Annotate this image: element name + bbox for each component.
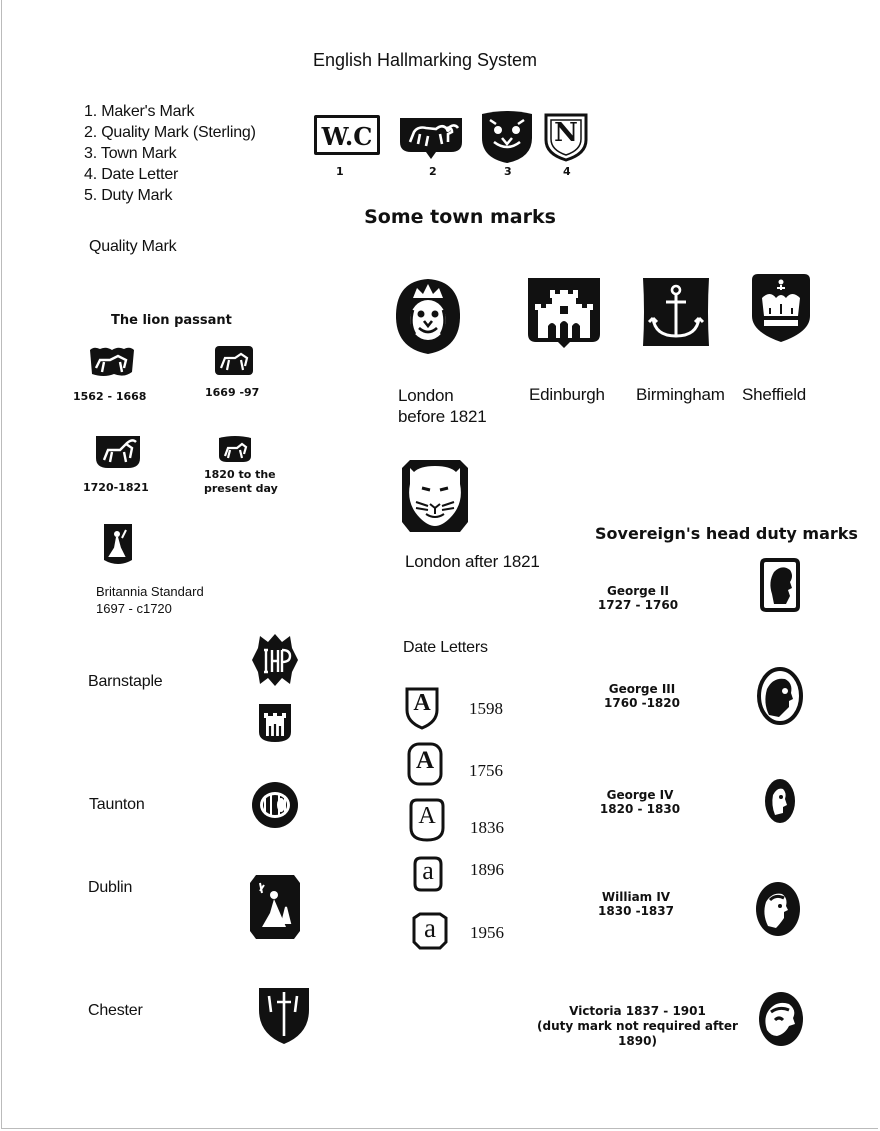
lion-1720-icon bbox=[94, 432, 142, 472]
taunton-tun-icon bbox=[251, 780, 299, 830]
legend-item: 2. Quality Mark (Sterling) bbox=[84, 124, 256, 141]
dublin-hibernia-icon bbox=[246, 873, 304, 943]
mark-number: 4 bbox=[563, 165, 571, 178]
duty-name: Victoria 1837 - 1901 bbox=[569, 1004, 706, 1018]
date-letter-year: 1896 bbox=[470, 860, 504, 879]
duty-caption-george-iii bbox=[592, 682, 692, 710]
page-title: English Hallmarking System bbox=[312, 50, 538, 70]
makers-mark-text: W.C bbox=[321, 122, 373, 151]
sheffield-caption: Sheffield bbox=[742, 385, 807, 404]
britannia-caption bbox=[96, 583, 204, 617]
edinburgh-castle-icon bbox=[526, 276, 602, 350]
duty-caption-george-ii bbox=[588, 584, 688, 612]
duty-caption-victoria bbox=[520, 1004, 755, 1049]
britannia-caption-line: 1697 - c1720 bbox=[96, 601, 172, 616]
victoria-head-icon bbox=[757, 990, 805, 1048]
lion-1820-icon bbox=[215, 434, 255, 464]
london-caption bbox=[398, 385, 487, 427]
duty-name: William IV bbox=[601, 890, 671, 904]
duty-marks-heading: Sovereign's head duty marks bbox=[595, 524, 858, 543]
london-uncrowned-leopard-icon bbox=[400, 458, 470, 534]
britannia-caption-line: Britannia Standard bbox=[96, 584, 204, 599]
duty-years: (duty mark not required after 1890) bbox=[537, 1019, 738, 1048]
chester-label: Chester bbox=[88, 1002, 143, 1019]
birmingham-anchor-icon bbox=[641, 276, 711, 348]
date-letter-glyph: a bbox=[424, 913, 436, 943]
lion-caption: 1720-1821 bbox=[83, 481, 149, 494]
quality-mark-heading: Quality Mark bbox=[89, 238, 177, 255]
chester-sword-icon bbox=[257, 986, 311, 1046]
george-ii-head-icon bbox=[760, 558, 800, 612]
legend-item: 4. Date Letter bbox=[84, 166, 179, 183]
duty-name: George III bbox=[608, 682, 676, 696]
lion-caption: 1562 - 1668 bbox=[73, 390, 147, 403]
taunton-label: Taunton bbox=[89, 796, 145, 813]
barnstaple-label: Barnstaple bbox=[88, 673, 163, 690]
london-crowned-leopard-icon bbox=[393, 276, 463, 356]
duty-years: 1820 - 1830 bbox=[599, 802, 681, 816]
date-letter-glyph: A bbox=[415, 747, 435, 774]
date-letter-glyph: a bbox=[422, 856, 434, 885]
london-caption-line: before 1821 bbox=[398, 407, 487, 426]
lion-passant-icon bbox=[396, 112, 466, 160]
legend-item: 3. Town Mark bbox=[84, 145, 177, 162]
duty-caption-william-iv bbox=[586, 890, 686, 918]
edinburgh-caption: Edinburgh bbox=[529, 385, 605, 404]
barnstaple-ihp-icon bbox=[250, 632, 300, 688]
barnstaple-castle-icon bbox=[256, 700, 294, 744]
date-letter-glyph: A bbox=[413, 690, 431, 716]
birmingham-caption: Birmingham bbox=[636, 385, 725, 404]
mark-number: 2 bbox=[429, 165, 437, 178]
leopard-head-icon bbox=[478, 108, 536, 164]
town-marks-heading: Some town marks bbox=[364, 206, 556, 228]
lion-passant-heading: The lion passant bbox=[111, 313, 232, 328]
sheffield-crown-icon bbox=[750, 272, 812, 344]
date-letter-glyph: A bbox=[418, 803, 436, 829]
duty-name: George IV bbox=[606, 788, 674, 802]
london-after-caption: London after 1821 bbox=[405, 552, 540, 571]
william-iv-head-icon bbox=[754, 880, 802, 938]
date-letter-year: 1836 bbox=[470, 818, 504, 837]
duty-name: George II bbox=[607, 584, 669, 598]
britannia-icon bbox=[100, 520, 136, 568]
date-letter-year: 1756 bbox=[469, 761, 503, 780]
legend-list bbox=[84, 101, 256, 206]
london-caption-line: London bbox=[398, 386, 454, 405]
lion-caption: 1669 -97 bbox=[205, 386, 260, 399]
makers-mark-example bbox=[314, 115, 380, 155]
duty-years: 1760 -1820 bbox=[604, 696, 680, 710]
date-letter-text: N bbox=[554, 118, 578, 148]
legend-item: 5. Duty Mark bbox=[84, 187, 173, 204]
mark-number: 3 bbox=[504, 165, 512, 178]
lion-caption-line: present day bbox=[204, 482, 278, 495]
lion-caption-line: 1820 to the bbox=[204, 468, 276, 481]
date-letter-year: 1598 bbox=[469, 699, 503, 718]
lion-1562-icon bbox=[84, 344, 138, 380]
date-letters-heading: Date Letters bbox=[403, 639, 488, 656]
duty-caption-george-iv bbox=[590, 788, 690, 816]
legend-item: 1. Maker's Mark bbox=[84, 103, 195, 120]
duty-years: 1727 - 1760 bbox=[597, 598, 679, 612]
duty-years: 1830 -1837 bbox=[598, 904, 674, 918]
lion-1669-icon bbox=[213, 344, 255, 378]
george-iv-head-icon bbox=[763, 777, 797, 825]
lion-caption bbox=[204, 468, 278, 496]
mark-number: 1 bbox=[336, 165, 344, 178]
dublin-label: Dublin bbox=[88, 879, 133, 896]
date-letter-year: 1956 bbox=[470, 923, 504, 942]
george-iii-head-icon bbox=[757, 667, 803, 725]
